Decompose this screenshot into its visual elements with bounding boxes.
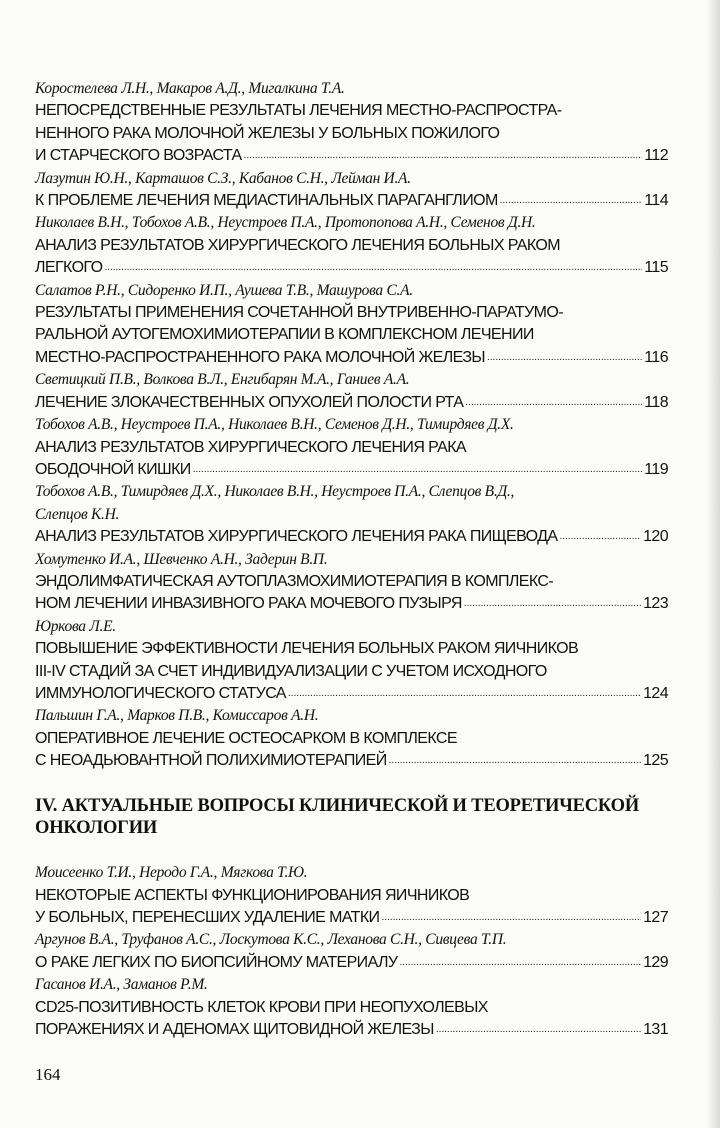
entry-title-text: ИММУНОЛОГИЧЕСКОГО СТАТУСА [35, 684, 286, 702]
entry-title-line [35, 997, 668, 1019]
toc-entry [35, 616, 668, 706]
entry-page-number: 116 [644, 348, 668, 366]
entry-page-number: 114 [644, 192, 668, 210]
entry-title-line [35, 728, 668, 750]
entry-authors: Коростелева Л.Н., Макаров А.Д., Мигалкина Т.А. [35, 80, 345, 97]
toc-entries-section-3 [35, 78, 668, 773]
dot-leader [464, 593, 641, 615]
dot-leader [500, 190, 643, 212]
entry-title-line [35, 638, 668, 660]
toc-entry [35, 974, 668, 1041]
entry-title-text: ЛЕГКОГО [35, 259, 103, 277]
dot-leader [381, 907, 641, 929]
entry-authors: Юркова Л.Е. [35, 617, 116, 635]
entry-title-line [35, 459, 668, 481]
entry-title-line [35, 526, 668, 548]
entry-title-line [35, 661, 668, 683]
entry-authors: Салатов Р.Н., Сидоренко И.П., Аушева Т.В., Машурова С.А. [35, 281, 413, 299]
entry-page-number: 118 [644, 393, 668, 411]
entry-page-number: 123 [643, 595, 668, 613]
entry-authors: Гасанов И.А., Заманов Р.М. [35, 976, 208, 994]
entry-title-text: И СТАРЧЕСКОГО ВОЗРАСТА [35, 147, 242, 165]
entry-title-line [35, 100, 668, 122]
toc-entry [35, 862, 668, 929]
entry-title-line [35, 907, 668, 929]
entry-title-text: НЕКОТОРЫЕ АСПЕКТЫ ФУНКЦИОНИРОВАНИЯ ЯИЧНИКОВ [35, 886, 470, 904]
section-heading [35, 795, 668, 840]
toc-entry [35, 481, 668, 548]
entry-title-line [35, 392, 668, 414]
entry-title-line [35, 1019, 668, 1041]
entry-title-line [35, 952, 668, 974]
section-heading-line: ОНКОЛОГИИ [35, 818, 158, 839]
entry-title-line [35, 347, 668, 369]
entry-title-text: ОБОДОЧНОЙ КИШКИ [35, 460, 191, 478]
entry-authors: Николаев В.Н., Тобохов А.В., Неустроев П.А., Протопопова А.Н., Семенов Д.Н. [35, 214, 536, 232]
entry-page-number: 127 [643, 909, 668, 926]
entry-authors: Тобохов А.В., Тимирдяев Д.Х., Николаев В.Н., Неустроев П.А., Слепцов В.Д., [35, 483, 515, 501]
dot-leader [288, 683, 641, 705]
entry-page-number: 125 [643, 752, 668, 770]
entry-title-text: У БОЛЬНЫХ, ПЕРЕНЕСШИХ УДАЛЕНИЕ МАТКИ [35, 909, 380, 926]
entry-title-text: АНАЛИЗ РЕЗУЛЬТАТОВ ХИРУРГИЧЕСКОГО ЛЕЧЕНИЯ РАКА [35, 438, 467, 456]
entry-authors: Аргунов В.А., Труфанов А.С., Лоскутова К.С., Леханова С.Н., Сивцева Т.П. [35, 931, 507, 949]
entry-authors: Моисеенко Т.И., Неродо Г.А., Мягкова Т.Ю. [35, 864, 308, 882]
entry-authors: Тобохов А.В., Неустроев П.А., Николаев В.Н., Семенов Д.Н., Тимирдяев Д.Х. [35, 416, 514, 434]
entry-authors: Пальшин Г.А., Марков П.В., Комиссаров А.Н. [35, 707, 319, 725]
entry-page-number: 115 [644, 259, 668, 277]
entry-title-text: ЭНДОЛИМФАТИЧЕСКАЯ АУТОПЛАЗМОХИМИОТЕРАПИЯ В КОМПЛЕКС- [35, 572, 554, 590]
entry-page-number: 129 [643, 953, 668, 971]
entry-authors: Лазутин Ю.Н., Карташов С.З., Кабанов С.Н., Лейман И.А. [35, 169, 411, 187]
entry-title-line [35, 750, 668, 772]
entry-title-text: РАЛЬНОЙ АУТОГЕМОХИМИОТЕРАПИИ В КОМПЛЕКСНОМ ЛЕЧЕНИИ [35, 326, 534, 344]
entry-title-text: К ПРОБЛЕМЕ ЛЕЧЕНИЯ МЕДИАСТИНАЛЬНЫХ ПАРАГАНГЛИОМ [35, 192, 498, 210]
entry-page-number: 124 [643, 684, 668, 702]
dot-leader [399, 952, 641, 974]
entry-title-text: ОПЕРАТИВНОЕ ЛЕЧЕНИЕ ОСТЕОСАРКОМ В КОМПЛЕКСЕ [35, 729, 457, 747]
toc-entry [35, 78, 668, 168]
section-heading-line: IV. АКТУАЛЬНЫЕ ВОПРОСЫ КЛИНИЧЕСКОЙ И ТЕОРЕТИЧЕСКОЙ [35, 795, 640, 816]
dot-leader [193, 459, 643, 481]
entry-title-line [35, 145, 668, 167]
entry-title-line [35, 571, 668, 593]
dot-leader [436, 1019, 641, 1041]
entry-title-text: АНАЛИЗ РЕЗУЛЬТАТОВ ХИРУРГИЧЕСКОГО ЛЕЧЕНИЯ РАКА ПИЩЕВОДА [35, 528, 558, 546]
entry-title-text: РЕЗУЛЬТАТЫ ПРИМЕНЕНИЯ СОЧЕТАННОЙ ВНУТРИВЕННО-ПАРАТУМО- [35, 304, 563, 322]
entry-authors: Хомутенко И.А., Шевченко А.Н., Задерин В.П. [35, 550, 328, 568]
toc-entry [35, 414, 668, 481]
entry-title-line [35, 593, 668, 615]
table-of-contents [35, 78, 668, 1086]
entry-page-number: 131 [643, 1021, 668, 1039]
toc-entries-section-4 [35, 862, 668, 1041]
entry-title-text: ЛЕЧЕНИЕ ЗЛОКАЧЕСТВЕННЫХ ОПУХОЛЕЙ ПОЛОСТИ РТА [35, 393, 464, 411]
toc-entry [35, 168, 668, 213]
entry-title-line [35, 683, 668, 705]
entry-title-text: МЕСТНО-РАСПРОСТРАНЕННОГО РАКА МОЛОЧНОЙ ЖЕЛЕЗЫ [35, 348, 485, 366]
entry-title-text: НОМ ЛЕЧЕНИИ ИНВАЗИВНОГО РАКА МОЧЕВОГО ПУЗЫРЯ [35, 595, 462, 613]
dot-leader [465, 392, 642, 414]
entry-page-number: 112 [644, 147, 668, 165]
entry-title-text: CD25-ПОЗИТИВНОСТЬ КЛЕТОК КРОВИ ПРИ НЕОПУХОЛЕВЫХ [35, 998, 488, 1016]
entry-title-line [35, 190, 668, 212]
page-number: 164 [35, 1064, 61, 1084]
dot-leader [487, 347, 642, 369]
dot-leader [389, 750, 641, 772]
dot-leader [244, 145, 643, 167]
dot-leader [559, 526, 641, 548]
entry-page-number: 120 [643, 528, 668, 546]
entry-title-text: ПОРАЖЕНИЯХ И АДЕНОМАХ ЩИТОВИДНОЙ ЖЕЛЕЗЫ [35, 1021, 434, 1039]
toc-entry [35, 280, 668, 370]
entry-title-line [35, 257, 668, 279]
entry-title-line [35, 437, 668, 459]
toc-entry [35, 369, 668, 414]
entry-title-text: С НЕОАДЬЮВАНТНОЙ ПОЛИХИМИОТЕРАПИЕЙ [35, 752, 387, 770]
scan-edge-shadow [706, 0, 720, 1128]
entry-title-line [35, 885, 668, 907]
dot-leader [104, 257, 642, 279]
toc-entry [35, 929, 668, 974]
entry-title-text: НЕПОСРЕДСТВЕННЫЕ РЕЗУЛЬТАТЫ ЛЕЧЕНИЯ МЕСТНО-РАСПРОСТРА- [35, 102, 562, 120]
entry-title-text: III-IV СТАДИЙ ЗА СЧЕТ ИНДИВИДУАЛИЗАЦИИ С УЧЕТОМ ИСХОДНОГО [35, 662, 547, 680]
entry-title-text: НЕННОГО РАКА МОЛОЧНОЙ ЖЕЛЕЗЫ У БОЛЬНЫХ ПОЖИЛОГО [35, 124, 500, 142]
toc-entry [35, 705, 668, 772]
entry-title-text: ПОВЫШЕНИЕ ЭФФЕКТИВНОСТИ ЛЕЧЕНИЯ БОЛЬНЫХ РАКОМ ЯИЧНИКОВ [35, 640, 579, 658]
entry-title-line [35, 302, 668, 324]
entry-title-text: АНАЛИЗ РЕЗУЛЬТАТОВ ХИРУРГИЧЕСКОГО ЛЕЧЕНИЯ БОЛЬНЫХ РАКОМ [35, 236, 560, 254]
entry-title-line [35, 235, 668, 257]
entry-title-text: О РАКЕ ЛЕГКИХ ПО БИОПСИЙНОМУ МАТЕРИАЛУ [35, 953, 398, 971]
entry-authors: Слепцов К.Н. [35, 505, 120, 523]
entry-title-line [35, 324, 668, 346]
entry-page-number: 119 [644, 460, 668, 478]
entry-title-line [35, 123, 668, 145]
toc-entry [35, 212, 668, 279]
toc-entry [35, 549, 668, 616]
entry-authors: Светицкий П.В., Волкова В.Л., Енгибарян М.А., Ганиев А.А. [35, 371, 410, 389]
